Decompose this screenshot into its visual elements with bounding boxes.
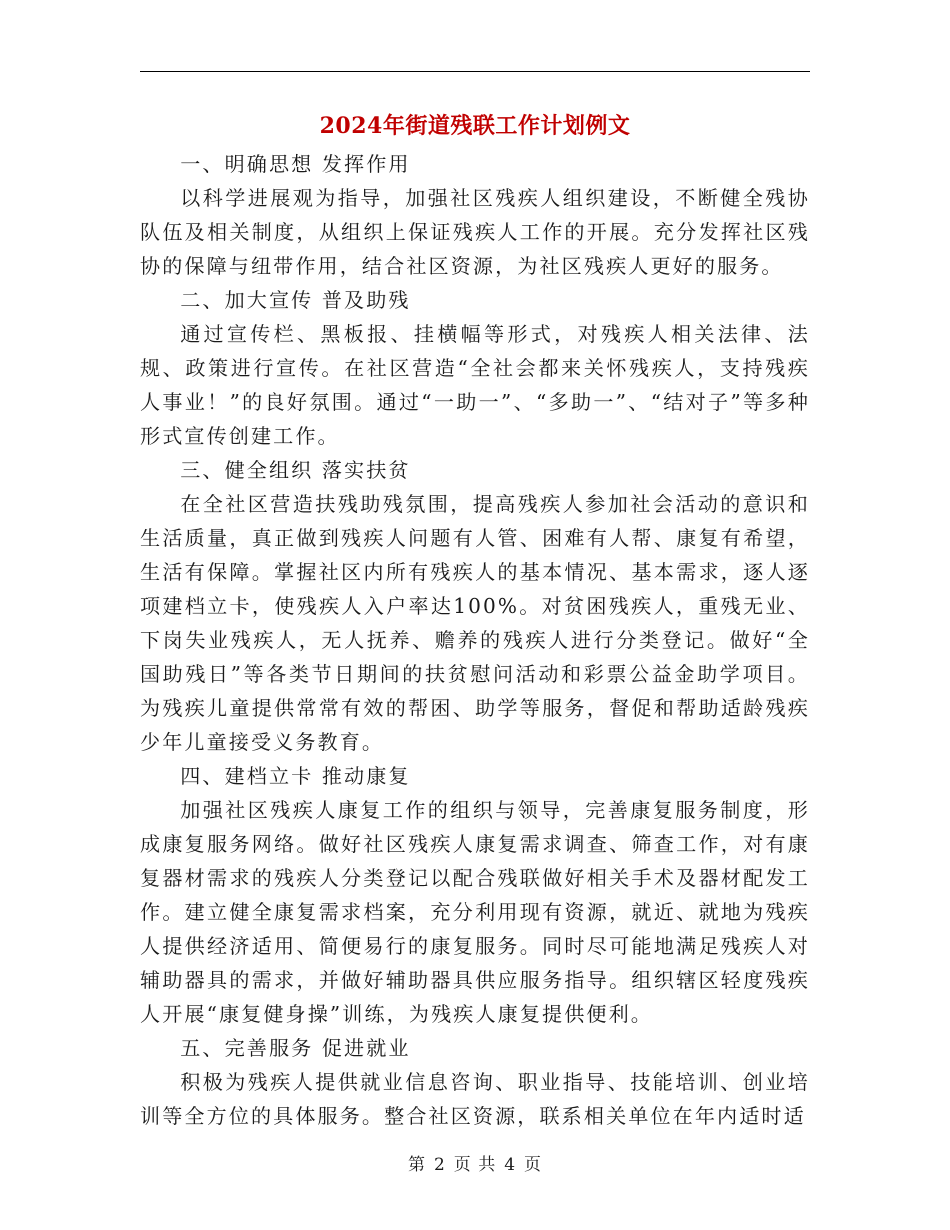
footer-current-page: 2 bbox=[433, 1155, 446, 1175]
body-paragraph: 以科学进展观为指导，加强社区残疾人组织建设，不断健全残协队伍及相关制度，从组织上保证残疾人工作的开展。充分发挥社区残协的保障与纽带作用，结合社区资源，为社区残疾人更好的服务。 bbox=[140, 186, 810, 278]
header-rule bbox=[140, 71, 810, 72]
footer-total-pages: 4 bbox=[504, 1155, 517, 1175]
footer-suffix: 页 bbox=[524, 1155, 543, 1175]
page-footer bbox=[0, 1153, 950, 1177]
section-heading: 四、建档立卡 推动康复 bbox=[180, 764, 411, 788]
footer-middle: 页 共 bbox=[453, 1155, 497, 1175]
body-paragraph: 加强社区残疾人康复工作的组织与领导，完善康复服务制度，形成康复服务网络。做好社区残疾人康复需求调查、筛查工作，对有康复器材需求的残疾人分类登记以配合残联做好相关手术及器材配发工作。建立健全康复需求档案，充分利用现有资源，就近、就地为残疾人提供经济适用、简便易行的康复服务。同时尽可能地满足残疾人对辅助器具的需求，并做好辅助器具供应服务指导。组织辖区轻度残疾人开展“康复健身操”训练，为残疾人康复提供便利。 bbox=[140, 798, 810, 1026]
section-heading: 一、明确思想 发挥作用 bbox=[180, 152, 411, 176]
body-paragraph: 通过宣传栏、黑板报、挂横幅等形式，对残疾人相关法律、法规、政策进行宣传。在社区营造“全社会都来关怀残疾人，支持残疾人事业！”的良好氛围。通过“一助一”、“多助一”、“结对子”等多种形式宣传创建工作。 bbox=[140, 322, 810, 448]
section-heading: 五、完善服务 促进就业 bbox=[180, 1036, 411, 1060]
body-paragraph: 积极为残疾人提供就业信息咨询、职业指导、技能培训、创业培训等全方位的具体服务。整合社区资源，联系相关单位在年内适时适 bbox=[140, 1070, 810, 1128]
document-title: 2024年街道残联工作计划例文 bbox=[319, 113, 631, 139]
section-heading: 二、加大宣传 普及助残 bbox=[180, 288, 411, 312]
section-heading: 三、健全组织 落实扶贫 bbox=[180, 458, 411, 482]
body-paragraph: 在全社区营造扶残助残氛围，提高残疾人参加社会活动的意识和生活质量，真正做到残疾人问题有人管、困难有人帮、康复有希望，生活有保障。掌握社区内所有残疾人的基本情况、基本需求，逐人逐项建档立卡，使残疾人入户率达100%。对贫困残疾人，重残无业、下岗失业残疾人，无人抚养、赡养的残疾人进行分类登记。做好“全国助残日”等各类节日期间的扶贫慰问活动和彩票公益金助学项目。为残疾儿童提供常常有效的帮困、助学等服务，督促和帮助适龄残疾少年儿童接受义务教育。 bbox=[140, 492, 810, 754]
footer-prefix: 第 bbox=[407, 1155, 426, 1175]
document-body bbox=[140, 147, 810, 1133]
